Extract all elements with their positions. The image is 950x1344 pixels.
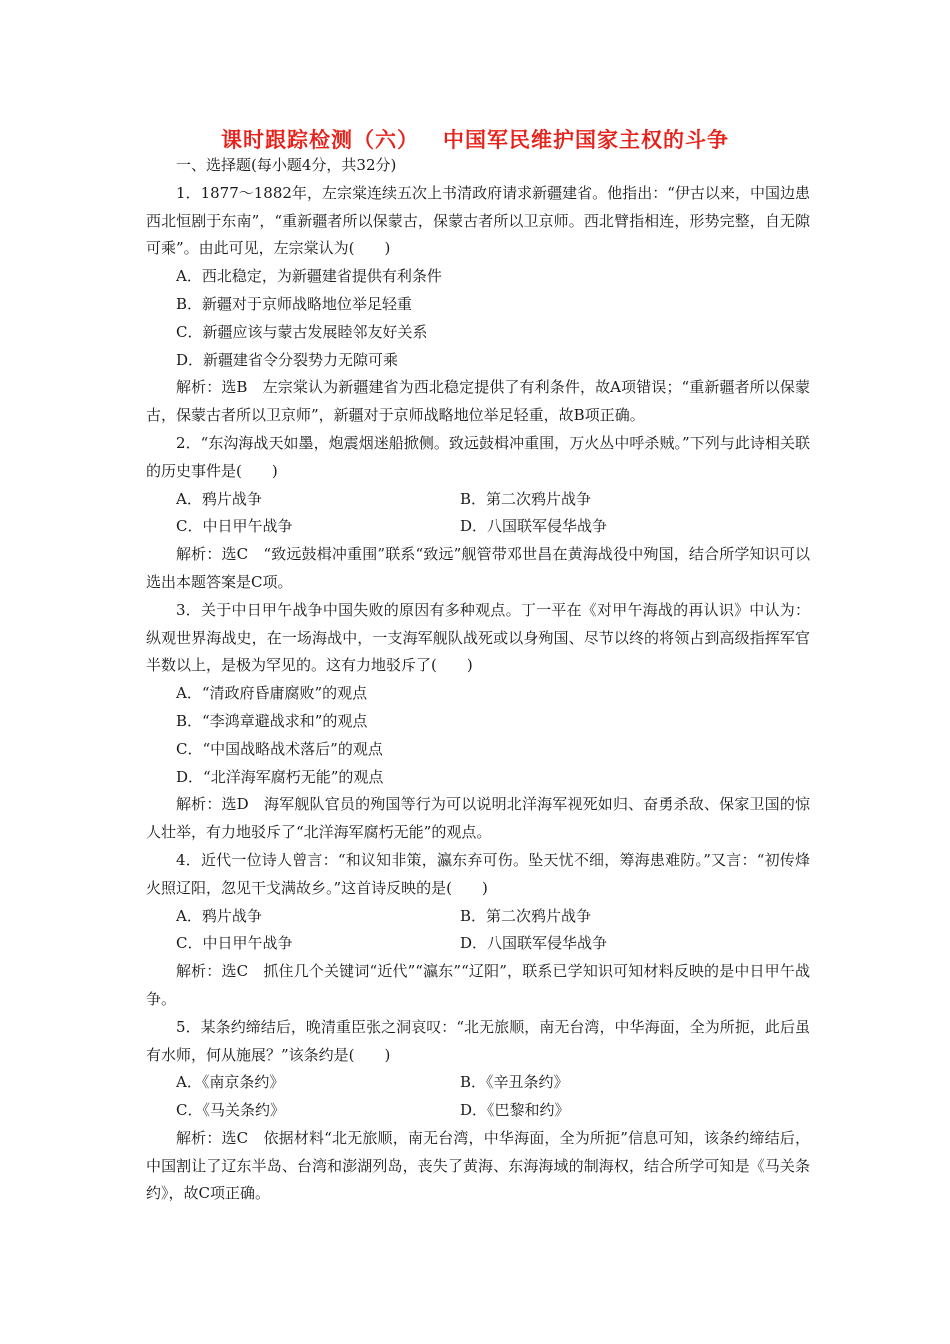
option-d: D．八国联军侵华战争 bbox=[460, 934, 608, 953]
option-d: D．“北洋海军腐朽无能”的观点 bbox=[176, 767, 384, 786]
question-stem: 2．“东沟海战天如墨，炮震烟迷船掀侧。致远鼓楫冲重围，万火丛中呼杀贼。”下列与此诗相关联的历史事件是( ) bbox=[146, 433, 810, 480]
options-row bbox=[146, 513, 810, 541]
options-row bbox=[146, 486, 810, 514]
page-title bbox=[0, 124, 950, 154]
option-c: C．《马关条约》 bbox=[176, 1101, 285, 1120]
option-d: D．八国联军侵华战争 bbox=[460, 517, 608, 536]
option-c: C．中日甲午战争 bbox=[176, 934, 293, 953]
question-analysis: 解析：选C 依据材料“北无旅顺，南无台湾，中华海面，全为所扼”信息可知，该条约缔结后，中国割让了辽东半岛、台湾和澎湖列岛，丧失了黄海、东海海域的制海权，结合所学可知是《马关条约》，故C项正确。 bbox=[146, 1128, 810, 1203]
question-stem: 3．关于中日甲午战争中国失败的原因有多种观点。丁一平在《对甲午海战的再认识》中认为：纵观世界海战史，在一场海战中，一支海军舰队战死或以身殉国、尽节以终的将领占到高级指挥军官半数以上，是极为罕见的。这有力地驳斥了( ) bbox=[146, 600, 810, 675]
question-analysis: 解析：选B 左宗棠认为新疆建省为西北稳定提供了有利条件，故A项错误；“重新疆者所以保蒙古，保蒙古者所以卫京师”，新疆对于京师战略地位举足轻重，故B项正确。 bbox=[146, 378, 810, 425]
option-c: C．中日甲午战争 bbox=[176, 517, 293, 536]
options-row bbox=[146, 1097, 810, 1125]
option-d: D．新疆建省令分裂势力无隙可乘 bbox=[176, 350, 399, 369]
option-b: B．《辛丑条约》 bbox=[460, 1073, 569, 1092]
question-analysis: 解析：选C “致远鼓楫冲重围”联系“致远”舰管带邓世昌在黄海战役中殉国，结合所学知识可以选出本题答案是C项。 bbox=[146, 545, 810, 591]
option-a: A．“清政府昏庸腐败”的观点 bbox=[176, 684, 368, 703]
section-heading: 一、选择题(每小题4分，共32分) bbox=[176, 156, 397, 174]
document-body bbox=[146, 152, 810, 1208]
question-stem: 4．近代一位诗人曾言：“和议知非策，瀛东弃可伤。坠天忧不细，筹海患难防。”又言：“初传烽火照辽阳，忽见干戈满故乡。”这首诗反映的是( ) bbox=[146, 850, 810, 897]
question-1 bbox=[146, 180, 810, 430]
option-b: B．第二次鸦片战争 bbox=[460, 906, 592, 925]
question-stem: 1．1877～1882年，左宗棠连续五次上书清政府请求新疆建省。他指出：“伊古以来，中国边患西北恒剧于东南”，“重新疆者所以保蒙古，保蒙古者所以卫京师。西北臂指相连，形势完整，自无隙可乘”。由此可见，左宗棠认为( ) bbox=[146, 183, 810, 258]
question-4 bbox=[146, 847, 810, 1014]
options-row bbox=[146, 1069, 810, 1097]
options-row bbox=[146, 903, 810, 931]
question-analysis: 解析：选C 抓住几个关键词“近代”“瀛东”“辽阳”，联系已学知识可知材料反映的是中日甲午战争。 bbox=[146, 962, 810, 1008]
question-5 bbox=[146, 1014, 810, 1209]
options-row bbox=[146, 930, 810, 958]
question-2 bbox=[146, 430, 810, 597]
option-c: C．新疆应该与蒙古发展睦邻友好关系 bbox=[176, 322, 428, 341]
title-part-1: 课时跟踪检测（六） bbox=[221, 128, 419, 152]
option-d: D．《巴黎和约》 bbox=[460, 1101, 570, 1120]
option-a: A．鸦片战争 bbox=[176, 906, 262, 925]
option-b: B．新疆对于京师战略地位举足轻重 bbox=[176, 294, 413, 313]
option-b: B．第二次鸦片战争 bbox=[460, 489, 592, 508]
question-analysis: 解析：选D 海军舰队官员的殉国等行为可以说明北洋海军视死如归、奋勇杀敌、保家卫国的惊人壮举，有力地驳斥了“北洋海军腐朽无能”的观点。 bbox=[146, 795, 810, 842]
question-stem: 5．某条约缔结后，晚清重臣张之洞哀叹：“北无旅顺，南无台湾，中华海面，全为所扼，此后虽有水师，何从施展？”该条约是( ) bbox=[146, 1017, 810, 1064]
question-3 bbox=[146, 597, 810, 847]
option-c: C．“中国战略战术落后”的观点 bbox=[176, 739, 383, 758]
title-part-2: 中国军民维护国家主权的斗争 bbox=[443, 128, 729, 152]
option-a: A．西北稳定，为新疆建省提供有利条件 bbox=[176, 267, 442, 286]
option-b: B．“李鸿章避战求和”的观点 bbox=[176, 711, 368, 730]
option-a: A．鸦片战争 bbox=[176, 489, 262, 508]
option-a: A．《南京条约》 bbox=[176, 1073, 285, 1092]
